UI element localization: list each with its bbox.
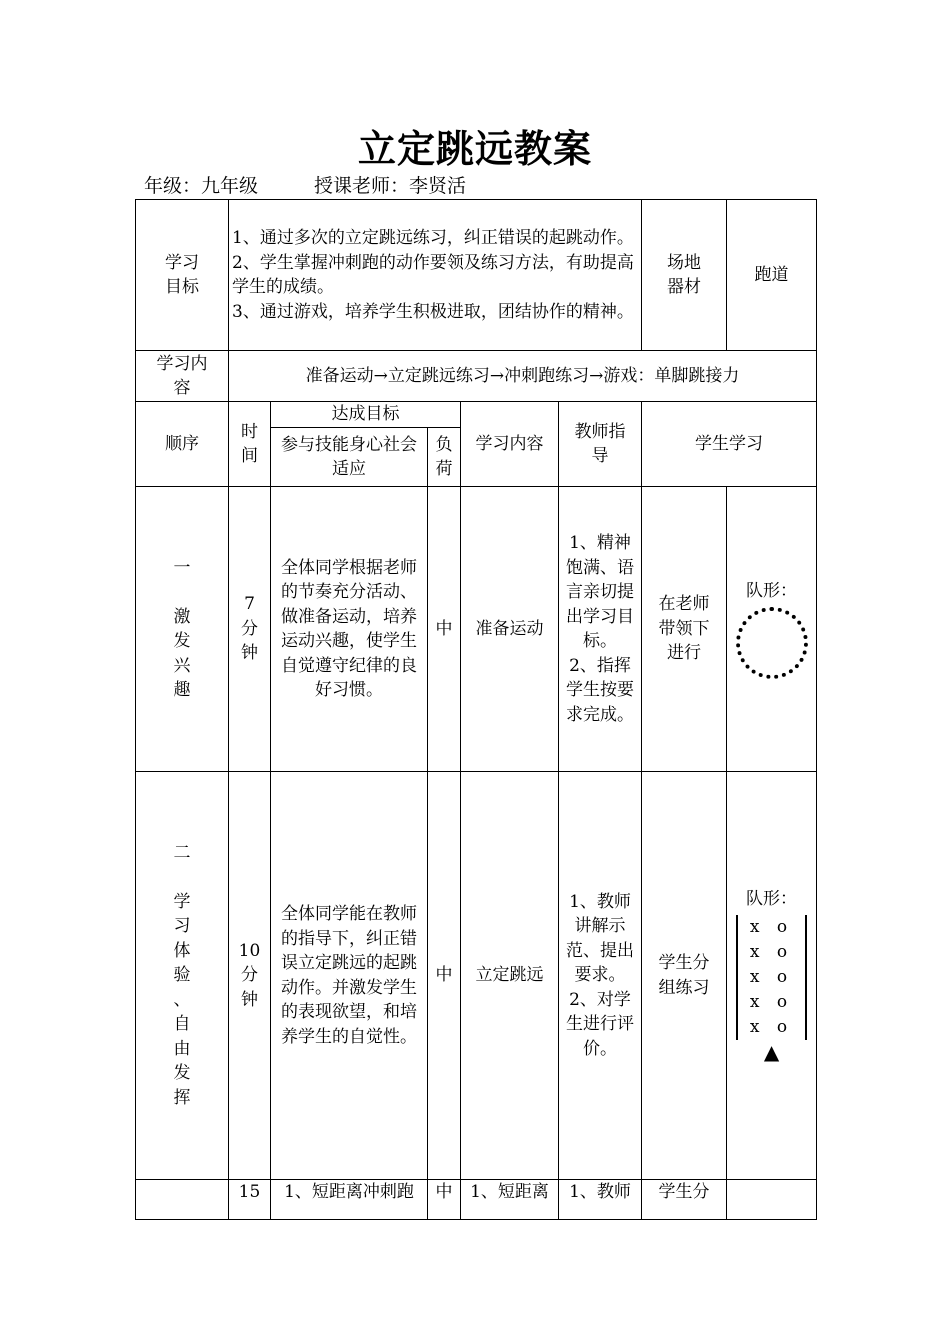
header-guidance <box>559 402 642 487</box>
stage-content: 准备运动 <box>461 487 559 772</box>
objective-item: 3、通过游戏，培养学生积极进取，团结协作的精神。 <box>232 301 634 322</box>
formation-line: x o <box>749 967 794 988</box>
stage-content: 立定跳远 <box>461 772 559 1180</box>
objectives-cell <box>229 200 642 351</box>
stage-time-text: 10 分 钟 <box>238 940 261 1010</box>
venue-label-text: 场地 器材 <box>667 252 702 297</box>
stage-order <box>136 1180 229 1220</box>
venue-value: 跑道 <box>727 200 817 351</box>
stage-row-3 <box>136 1180 817 1220</box>
header-load <box>428 428 461 487</box>
stage-load: 中 <box>428 772 461 1180</box>
stage-guidance: 1、教师 <box>559 1180 642 1220</box>
stage-row-1 <box>136 487 817 772</box>
stage-guidance <box>559 487 642 772</box>
stage-formation <box>727 1180 817 1220</box>
formation-label: 队形： <box>746 580 798 601</box>
header-load-text: 负 荷 <box>435 434 453 479</box>
objectives-row <box>136 200 817 351</box>
stage-order <box>136 772 229 1180</box>
objective-item: 2、学生掌握冲刺跑的动作要领及练习方法，有助提高学生的成绩。 <box>232 252 634 297</box>
header-row-1 <box>136 402 817 428</box>
stage-student <box>642 487 727 772</box>
content-label-text: 学习内 容 <box>156 353 208 398</box>
document-title: 立定跳远教案 <box>357 126 592 171</box>
grade-label: 年级：九年级 <box>144 175 259 197</box>
stage-time: 15 <box>229 1180 271 1220</box>
stage-student: 学生分 <box>642 1180 727 1220</box>
header-goals: 达成目标 <box>271 402 461 428</box>
stage-guidance-text: 1、精神饱满、语言亲切提出学习目标。 2、指挥学生按要求完成。 <box>566 533 635 725</box>
header-time-text: 时 间 <box>241 421 258 466</box>
stage-guidance-text: 1、教师讲解示范、提出要求。 2、对学生进行评价。 <box>566 891 635 1059</box>
stage-formation <box>727 487 817 772</box>
formation-line: x o <box>749 942 794 963</box>
stage-load: 中 <box>428 1180 461 1220</box>
header-student-learning: 学生学习 <box>642 402 817 487</box>
objectives-label <box>136 200 229 351</box>
teacher-position-icon: ▲ <box>763 1040 780 1065</box>
stage-order <box>136 487 229 772</box>
formation-line: x o <box>749 1017 794 1038</box>
header-guidance-text: 教师指 导 <box>574 421 626 466</box>
header-participation: 参与技能身心社会适应 <box>271 428 428 487</box>
objectives-label-text: 学习 目标 <box>165 252 199 297</box>
stage-content: 1、短距离 <box>461 1180 559 1220</box>
stage-order-text: 二 学 习 体 验 、 自 由 发 挥 <box>173 842 191 1108</box>
stage-guidance <box>559 772 642 1180</box>
formation-label: 队形： <box>746 888 798 909</box>
content-label <box>136 351 229 402</box>
line-formation <box>736 915 807 1040</box>
stage-student-text: 在老师 带领下 进行 <box>658 594 710 664</box>
stage-goal: 全体同学根据老师的节奏充分活动、做准备运动，培养运动兴趣，使学生自觉遵守纪律的良好习惯。 <box>271 487 428 772</box>
header-time <box>229 402 271 487</box>
stage-goal: 全体同学能在教师的指导下，纠正错误立定跳远的起跳动作。并激发学生的表现欲望，和培养学生的自觉性。 <box>271 772 428 1180</box>
stage-student <box>642 772 727 1180</box>
stage-load: 中 <box>428 487 461 772</box>
stage-time <box>229 487 271 772</box>
stage-goal: 1、短距离冲刺跑 <box>271 1180 428 1220</box>
circle-formation-icon <box>736 607 808 679</box>
header-order: 顺序 <box>136 402 229 487</box>
stage-order-text: 一 激 发 兴 趣 <box>173 557 191 700</box>
stage-student-text: 学生分 组练习 <box>658 953 710 998</box>
content-row <box>136 351 817 402</box>
formation-line: x o <box>749 992 794 1013</box>
stage-formation <box>727 772 817 1180</box>
stage-time <box>229 772 271 1180</box>
stage-time-text: 7 分 钟 <box>241 594 258 664</box>
teacher-label: 授课老师：李贤活 <box>314 175 467 197</box>
formation-line: x o <box>749 917 794 938</box>
header-study-content: 学习内容 <box>461 402 559 487</box>
lesson-plan-table <box>135 199 817 1220</box>
header-info <box>144 173 466 199</box>
stage-row-2 <box>136 772 817 1180</box>
objective-item: 1、通过多次的立定跳远练习，纠正错误的起跳动作。 <box>232 228 634 248</box>
venue-label <box>642 200 727 351</box>
content-value: 准备运动→立定跳远练习→冲刺跑练习→游戏：单脚跳接力 <box>229 351 817 402</box>
